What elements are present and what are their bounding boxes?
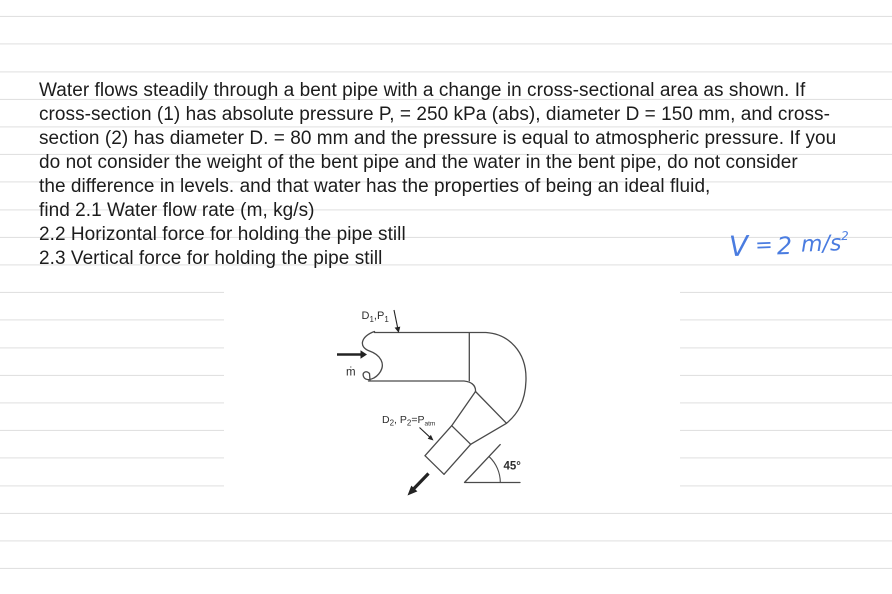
annotation-unit-exponent: 2 [840,228,849,244]
problem-line: section (2) has diameter D. = 80 mm and the pressure is equal to atmospheric pressure. If you [39,128,837,149]
problem-line: 2.2 Horizontal force for holding the pipe still [39,224,406,245]
problem-line: do not consider the weight of the bent pipe and the water in the bent pipe, do not consider [39,152,798,173]
angle-arc [489,457,500,483]
pipe-diagram [224,270,680,506]
taper-lower-wall [471,423,507,444]
outlet-label: $D_2$, $P_2=P_{atm}$ [382,414,436,428]
outlet-tube-lower-wall [444,444,471,474]
outlet-tube-upper-wall [425,426,452,456]
taper-upper-wall [452,392,476,426]
inlet-break-squiggle [362,332,382,381]
problem-text [39,79,836,271]
outlet-label-pointer [420,428,430,437]
section-divider-2 [452,426,471,445]
pipe-diagram-svg [224,270,680,506]
problem-line: cross-section (1) has absolute pressure P, = 250 kPa (abs), diameter D = 150 mm, and cross- [39,104,830,125]
pipe-outer-wall [375,333,527,424]
problem-line: find 2.1 Water flow rate (m, kg/s) [39,200,315,221]
outlet-tube-end-face [425,456,444,475]
annotation-equals: = [754,232,774,258]
annotation-value: 2 [776,231,793,261]
annotation-unit [800,228,850,258]
velocity-annotation [728,226,849,263]
annotation-unit-base: m/s [800,231,842,258]
inlet-label: $D_1,P_1$ [361,310,389,324]
inlet-label-pointer [394,310,398,329]
annotation-variable: V [728,229,749,264]
bend-taper-divider [476,392,507,424]
mass-flow-label: ṁ [346,366,356,379]
problem-line: the difference in levels. and that water has the properties of being an ideal fluid, [39,176,711,197]
inlet-flow-arrowhead [361,350,368,358]
pipe-inner-wall [369,381,476,392]
angle-label: 45° [503,460,521,473]
problem-line: Water flows steadily through a bent pipe with a change in cross-sectional area as shown. If [39,80,806,101]
problem-line: 2.3 Vertical force for holding the pipe still [39,248,383,269]
outlet-flow-arrow [414,474,429,489]
